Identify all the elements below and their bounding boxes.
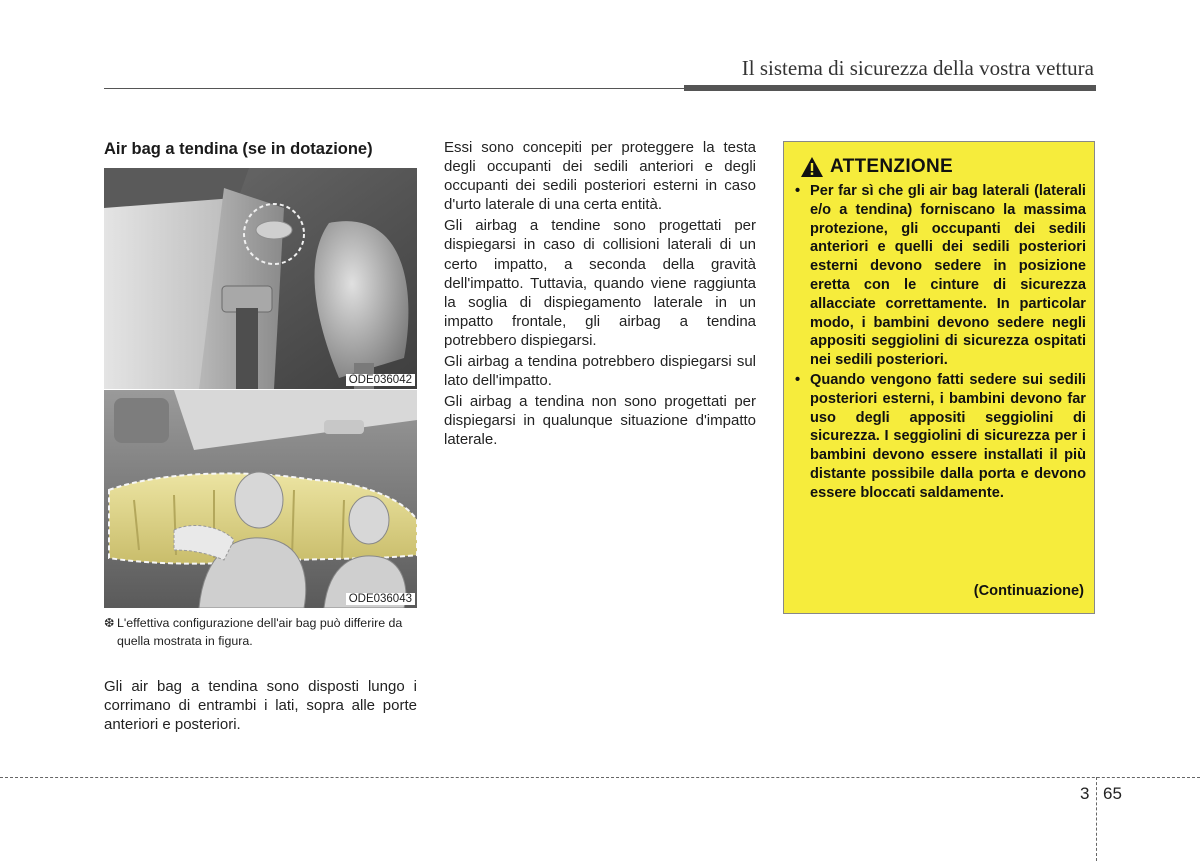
- header-rule-thick: [684, 85, 1096, 91]
- warning-item: • Per far sì che gli air bag laterali (laterali e/o a tendina) forniscano la massima protezione, gli occupanti dei sedili anteriori e quelli dei sedili posteriori esterni devono sedere in posizione eretta con le cinture di sicurezza allacciate correttamente. In particolar modo, i bambini devono sedere negli appositi seggiolini di sicurezza ospitati nei sedili posteriori.: [794, 182, 1086, 370]
- warning-box: [783, 141, 1095, 614]
- figure-pillar-airbag: [104, 168, 417, 389]
- curtain-airbag-illustration: [104, 390, 417, 608]
- paragraph: Gli airbag a tendina potrebbero dispiegarsi sul lato dell'impatto.: [444, 353, 756, 390]
- pillar-illustration: [104, 168, 417, 389]
- body-paragraph: Gli air bag a tendina sono disposti lungo i corrimano di entrambi i lati, sopra alle porte anteriori e posteriori.: [104, 678, 417, 733]
- paragraph: Essi sono concepiti per proteggere la testa degli occupanti dei sedili anteriori e degli occupanti dei sedili posteriori esterni in caso d'urto laterale di una certa entità.: [444, 139, 756, 214]
- footer-vertical-divider: [1096, 777, 1097, 861]
- continuation-label: (Continuazione): [973, 583, 1084, 599]
- warning-title: ATTENZIONE: [830, 156, 953, 177]
- paragraph: Gli airbag a tendine sono progettati per dispiegarsi in caso di collisioni laterali di un certo impatto, a seconda della gravità dell'impatto. Tuttavia, quando viene raggiunta la soglia di dispiegamento laterale in un impatto frontale, gli airbag a tendina potrebbero dispiegarsi.: [444, 217, 756, 349]
- note-asterisk-icon: ❆: [104, 616, 115, 630]
- paragraph: Gli airbag a tendina non sono progettati per dispiegarsi in qualunque situazione d'impatto laterale.: [444, 393, 756, 449]
- warning-header: [800, 156, 953, 178]
- header-rule-thin: [104, 88, 684, 89]
- warning-triangle-icon: [800, 156, 824, 178]
- page-number: 65: [1103, 784, 1122, 803]
- footer-divider: [0, 777, 1200, 778]
- warning-item: • Quando vengono fatti sedere sui sedili posteriori esterni, i bambini devono far uso degli appositi seggiolini di sicurezza. I seggiolini di sicurezza per i bambini devono essere installati il più distante possibile dalla porta e devono essere bloccati saldamente.: [794, 371, 1086, 503]
- warning-list: [794, 182, 1086, 504]
- section-heading: Air bag a tendina (se in dotazione): [104, 140, 373, 158]
- main-text-column: [444, 138, 756, 452]
- figure-code: ODE036042: [346, 374, 415, 386]
- chapter-number: 3: [1080, 784, 1090, 803]
- note-text: L'effettiva configurazione dell'air bag può differire da quella mostrata in figura.: [117, 616, 403, 648]
- figure-curtain-airbag: [104, 390, 417, 608]
- running-header-title: Il sistema di sicurezza della vostra vettura: [741, 56, 1094, 80]
- figure-note: [104, 614, 420, 650]
- figure-code: ODE036043: [346, 593, 415, 605]
